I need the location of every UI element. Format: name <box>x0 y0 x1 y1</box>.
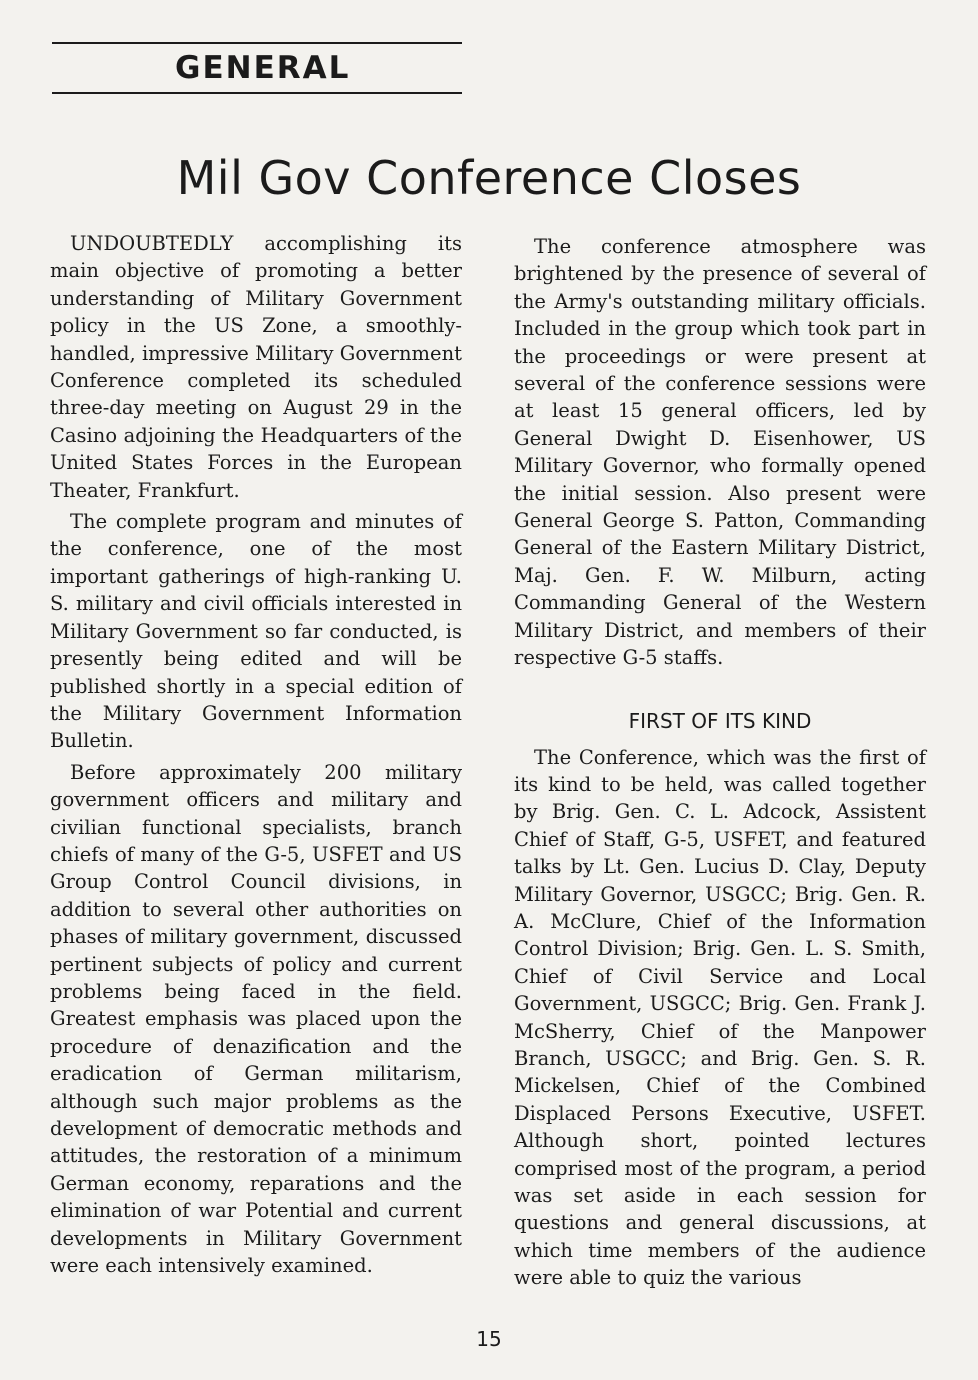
section-label: GENERAL <box>175 50 351 86</box>
paragraph: The conference atmosphere was brightened by the presence of several of the Army's outstanding military officials. Included in the group which took part in the proceedings or were present at several of the conference sessions were at least 15 general officers, led by General Dwight D. Eisenhower, US Military Governor, who formally opened the initial session. Also present were General George S. Patton, Commanding General of the Eastern Military District, Maj. Gen. F. W. Milburn, acting Commanding General of the Western Military District, and members of their respective G-5 staffs. <box>514 235 926 670</box>
paragraph: UNDOUBTEDLY accomplishing its main objective of promoting a better understanding of Military Government policy in the US Zone, a smoothly-handled, impressive Military Government Conference completed its scheduled three-day meeting on August 29 in the Casino adjoining the Headquarters of the United States Forces in the European Theater, Frankfurt. <box>50 232 462 502</box>
paragraph: Before approximately 200 military government officers and military and civilian functional specialists, branch chiefs of many of the G-5, USFET and US Group Control Council divisions, in addition to several other authorities on phases of military government, discussed pertinent subjects of policy and current problems being faced in the field. Greatest emphasis was placed upon the procedure of denazification and the eradication of German militarism, although such major problems as the development of democratic methods and attitudes, the restoration of a minimum German economy, reparations and the elimination of war Potential and current developments in Military Government were each intensively examined. <box>50 760 462 1278</box>
left-column <box>50 230 462 1279</box>
page-number: 15 <box>476 1327 502 1351</box>
section-rule-bottom <box>52 92 462 94</box>
subheading: FIRST OF ITS KIND <box>628 708 812 733</box>
right-column <box>514 233 926 1292</box>
article-headline: Mil Gov Conference Closes <box>176 151 802 205</box>
paragraph: The complete program and minutes of the conference, one of the most important gatherings of high-ranking U. S. military and civil officials interested in Military Government so far conducted, is presently being edited and will be published shortly in a special edition of the Military Government Information Bulletin. <box>50 510 462 753</box>
paragraph: The Conference, which was the first of its kind to be held, was called together by Brig. Gen. C. L. Adcock, Assistent Chief of Staff, G-5, USFET, and featured talks by Lt. Gen. Lucius D. Clay, Deputy Military Governor, USGCC; Brig. Gen. R. A. McClure, Chief of the Information Control Division; Brig. Gen. L. S. Smith, Chief of Civil Service and Local Government, USGCC; Brig. Gen. Frank J. McSherry, Chief of the Manpower Branch, USGCC; and Brig. Gen. S. R. Mickelsen, Chief of the Combined Displaced Persons Executive, USFET. Although short, pointed lectures comprised most of the program, a period was set aside in each session for questions and general discussions, at which time members of the audience were able to quiz the various <box>514 745 926 1290</box>
section-rule-top <box>52 42 462 44</box>
